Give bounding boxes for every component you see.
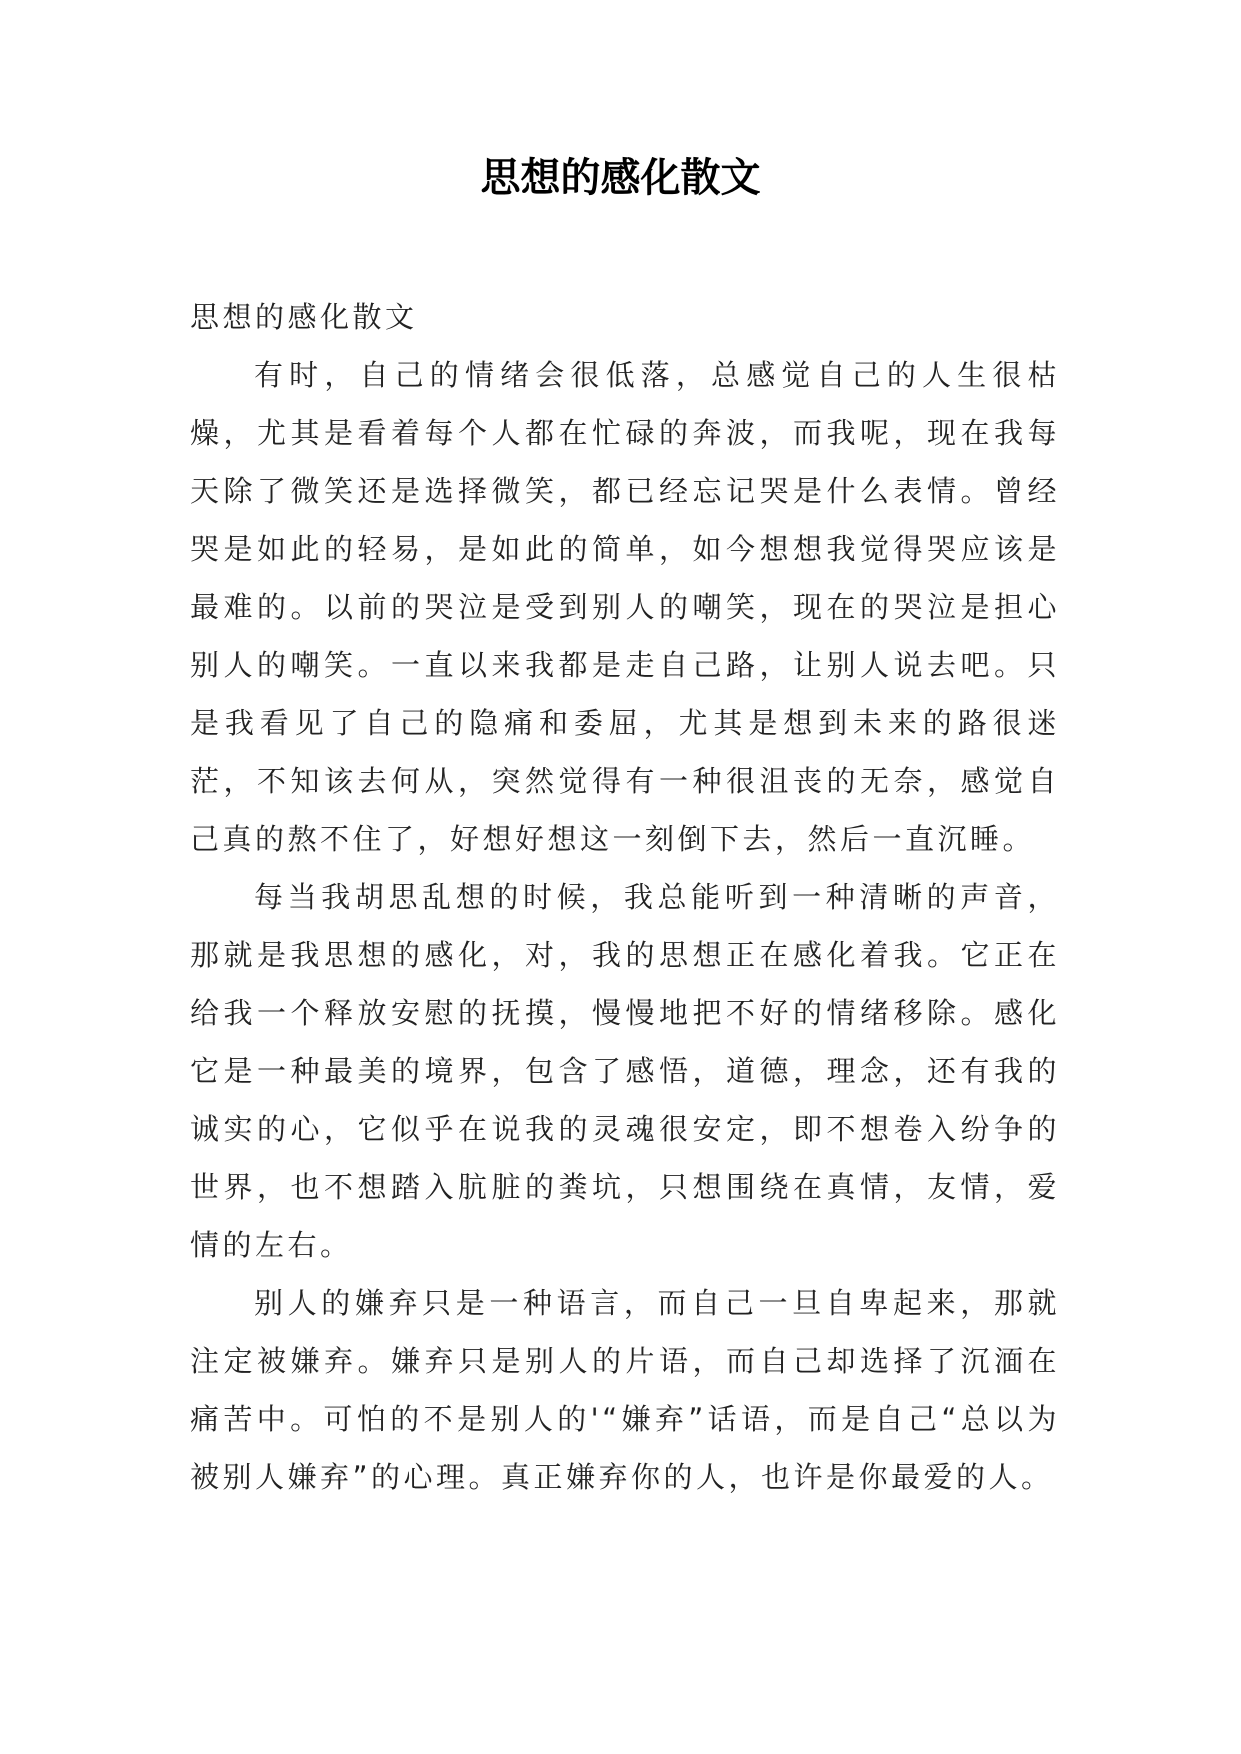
paragraph-1: 有时，自己的情绪会很低落，总感觉自己的人生很枯燥，尤其是看着每个人都在忙碌的奔波，而我呢，现在我每天除了微笑还是选择微笑，都已经忘记哭是什么表情。曾经哭是如此的轻易，是如此的简单，如今想想我觉得哭应该是最难的。以前的哭泣是受到别人的嘲笑，现在的哭泣是担心别人的嘲笑。一直以来我都是走自己路，让别人说去吧。只是我看见了自己的隐痛和委屈，尤其是想到未来的路很迷茫，不知该去何从，突然觉得有一种很沮丧的无奈，感觉自己真的熬不住了，好想好想这一刻倒下去，然后一直沉睡。 <box>190 358 1060 856</box>
document-subtitle: 思想的感化散文 <box>190 300 418 334</box>
document-body <box>190 288 1060 1506</box>
paragraph-3: 别人的嫌弃只是一种语言，而自己一旦自卑起来，那就注定被嫌弃。嫌弃只是别人的片语，而自己却选择了沉湎在痛苦中。可怕的不是别人的'“嫌弃”话语，而是自己“总以为被别人嫌弃”的心理。真正嫌弃你的人，也许是你最爱的人。 <box>190 1286 1060 1494</box>
paragraph-2: 每当我胡思乱想的时候，我总能听到一种清晰的声音，那就是我思想的感化，对，我的思想正在感化着我。它正在给我一个释放安慰的抚摸，慢慢地把不好的情绪移除。感化它是一种最美的境界，包含了感悟，道德，理念，还有我的诚实的心，它似乎在说我的灵魂很安定，即不想卷入纷争的世界，也不想踏入肮脏的粪坑，只想围绕在真情，友情，爱情的左右。 <box>190 880 1060 1262</box>
document-title: 思想的感化散文 <box>480 154 761 201</box>
